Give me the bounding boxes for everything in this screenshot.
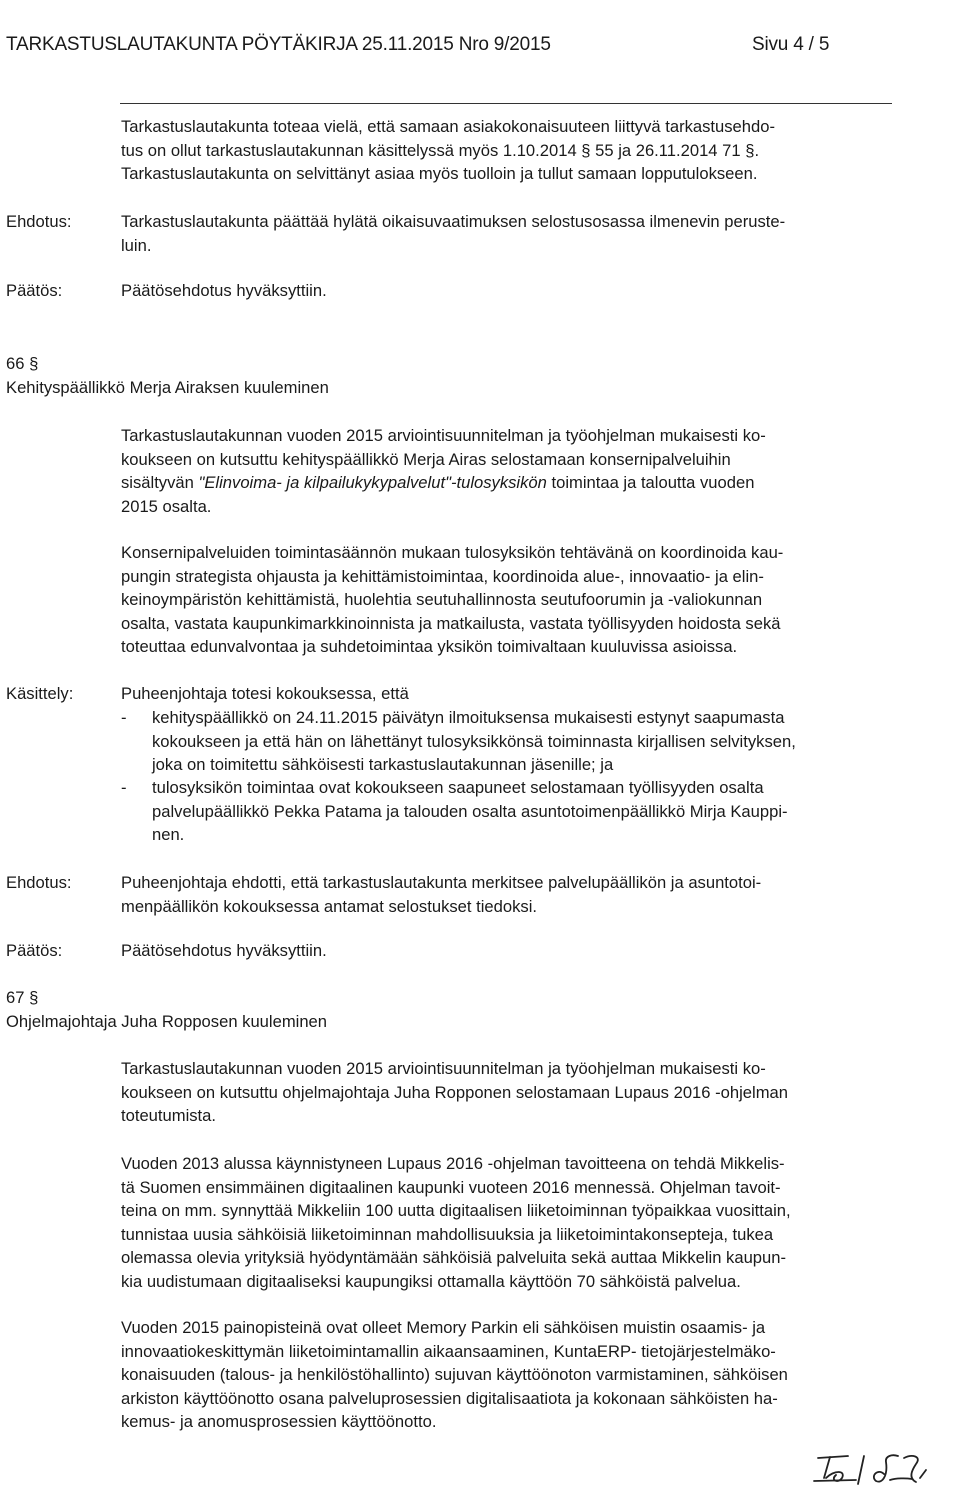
handwritten-initials <box>812 1448 952 1488</box>
ehdotus-text: Tarkastuslautakunta päättää hylätä oikaisuvaatimuksen selostusosassa ilmenevin peruste- luin. <box>121 212 786 255</box>
ehdotus-text: Puheenjohtaja ehdotti, että tarkastuslautakunta merkitsee palvelupäällikön ja asuntotoi- menpäällikön kokouksessa antamat selostukset tiedoksi. <box>121 873 762 916</box>
section-title: Ohjelmajohtaja Juha Ropposen kuuleminen <box>6 1011 328 1031</box>
ehdotus-label: Ehdotus: <box>6 212 72 231</box>
intro-paragraph: Tarkastuslautakunta toteaa vielä, että samaan asiakokonaisuuteen liittyvä tarkastusehdo- tus on ollut tarkastuslautakunnan käsittelyssä myös 1.10.2014 § 55 ja 26.11.2014 71 §. Tarkastuslautakunta on selvittänyt asiaa myös tuolloin ja tullut samaan lopputulokseen. <box>121 117 775 183</box>
paatos-text: Päätösehdotus hyväksyttiin. <box>121 281 327 300</box>
paatos-text: Päätösehdotus hyväksyttiin. <box>121 941 327 960</box>
section-number: 67 § <box>6 988 39 1007</box>
page-header <box>6 34 830 56</box>
document-title: TARKASTUSLAUTAKUNTA PÖYTÄKIRJA 25.11.2015 Nro 9/2015 <box>6 34 551 55</box>
s67-paragraph-2: Vuoden 2013 alussa käynnistyneen Lupaus 2016 -ohjelman tavoitteena on tehdä Mikkelis- tä Suomen ensimmäinen digitaalinen kaupunki vuoteen 2016 mennessä. Ohjelman tavoit- teina on mm. synnyttää Mikkeliin 100 uutta digitaalisen liiketoiminnan työpaikkaa vuosittain, tunnistaa uusia sähköisiä liiketoiminnan mahdollisuuksia ja liiketoimintakonsepteja, tukea olemassa olevia yrityksiä hyödyntämään sähköisiä palveluita sekä auttaa Mikkelin kaupun- kia uudistumaan digitaaliseksi kaupungiksi ottamalla käyttöön 70 sähköistä palvelua. <box>121 1154 791 1291</box>
list-item: kehityspäällikkö on 24.11.2015 päivätyn ilmoituksensa mukaisesti estynyt saapumasta kokoukseen ja että hän on lähettänyt tulosyksikkönsä toiminnasta kirjallisen selvityksen, joka on toimitettu sähköisesti tarkastuslautakunnan jäsenille; ja <box>152 708 796 774</box>
ehdotus-label: Ehdotus: <box>6 873 72 892</box>
section-66-heading <box>6 352 329 399</box>
section-title: Kehityspäällikkö Merja Airaksen kuuleminen <box>6 377 329 397</box>
s67-paragraph-3: Vuoden 2015 painopisteinä ovat olleet Memory Parkin eli sähköisen muistin osaamis- ja innovaatiokeskittymän liiketoimintamallin aikaansaaminen, KuntaERP- tietojärjestelmäko- konaisuuden (talous- ja henkilöstöhallinto) sujuvan käyttöönoton varmistaminen, sähköisen arkiston käyttöönotto osana palveluprosessien digitalisaatiota ja kokonaan sähköisten ha- kemus- ja anomusprosessien käyttöönotto. <box>121 1318 788 1431</box>
kasittely-label: Käsittely: <box>6 684 74 703</box>
section-number: 66 § <box>6 354 39 373</box>
kasittely-intro: Puheenjohtaja totesi kokouksessa, että <box>121 684 409 703</box>
s66-paragraph-1: Tarkastuslautakunnan vuoden 2015 arviointisuunnitelman ja työohjelman mukaisesti ko- koukseen on kutsuttu kehityspäällikkö Merja Airas selostamaan konsernipalveluihin sisältyvän "Elinvoima- ja kilpailukykypalvelut"-tulosyksikön toimintaa ja taloutta vuoden 2015 osalta. <box>121 426 766 516</box>
list-item: tulosyksikön toimintaa ovat kokoukseen saapuneet selostamaan työllisyyden osalta palvelupäällikkö Pekka Patama ja talouden osalta asuntotoimenpäällikkö Mirja Kauppi- nen. <box>152 778 788 844</box>
section-67-heading <box>6 986 327 1033</box>
header-divider <box>120 103 892 104</box>
page-number: Sivu 4 / 5 <box>752 34 830 55</box>
paatos-label: Päätös: <box>6 281 63 300</box>
paatos-label: Päätös: <box>6 941 63 960</box>
list-bullet: - <box>121 708 127 727</box>
list-bullet: - <box>121 778 127 797</box>
s67-paragraph-1: Tarkastuslautakunnan vuoden 2015 arviointisuunnitelman ja työohjelman mukaisesti ko- koukseen on kutsuttu ohjelmajohtaja Juha Ropponen selostamaan Lupaus 2016 -ohjelman toteutumista. <box>121 1059 788 1125</box>
s66-paragraph-2: Konsernipalveluiden toimintasäännön mukaan tulosyksikön tehtävänä on koordinoida kau- pungin strategista ohjausta ja kehittämistoimintaa, koordinoida alue-, innovaatio- ja elin- keinoympäristön kehittämistä, huolehtia seutuhallinnosta seutufoorumin ja -valiokunnan osalta, vastata kaupunkimarkkinoinnista ja matkailusta, vastata työllisyyden hoidosta sekä toteuttaa edunvalvontaa ja suhdetoimintaa yksikön toimivaltaan kuuluvissa asioissa. <box>121 543 784 656</box>
